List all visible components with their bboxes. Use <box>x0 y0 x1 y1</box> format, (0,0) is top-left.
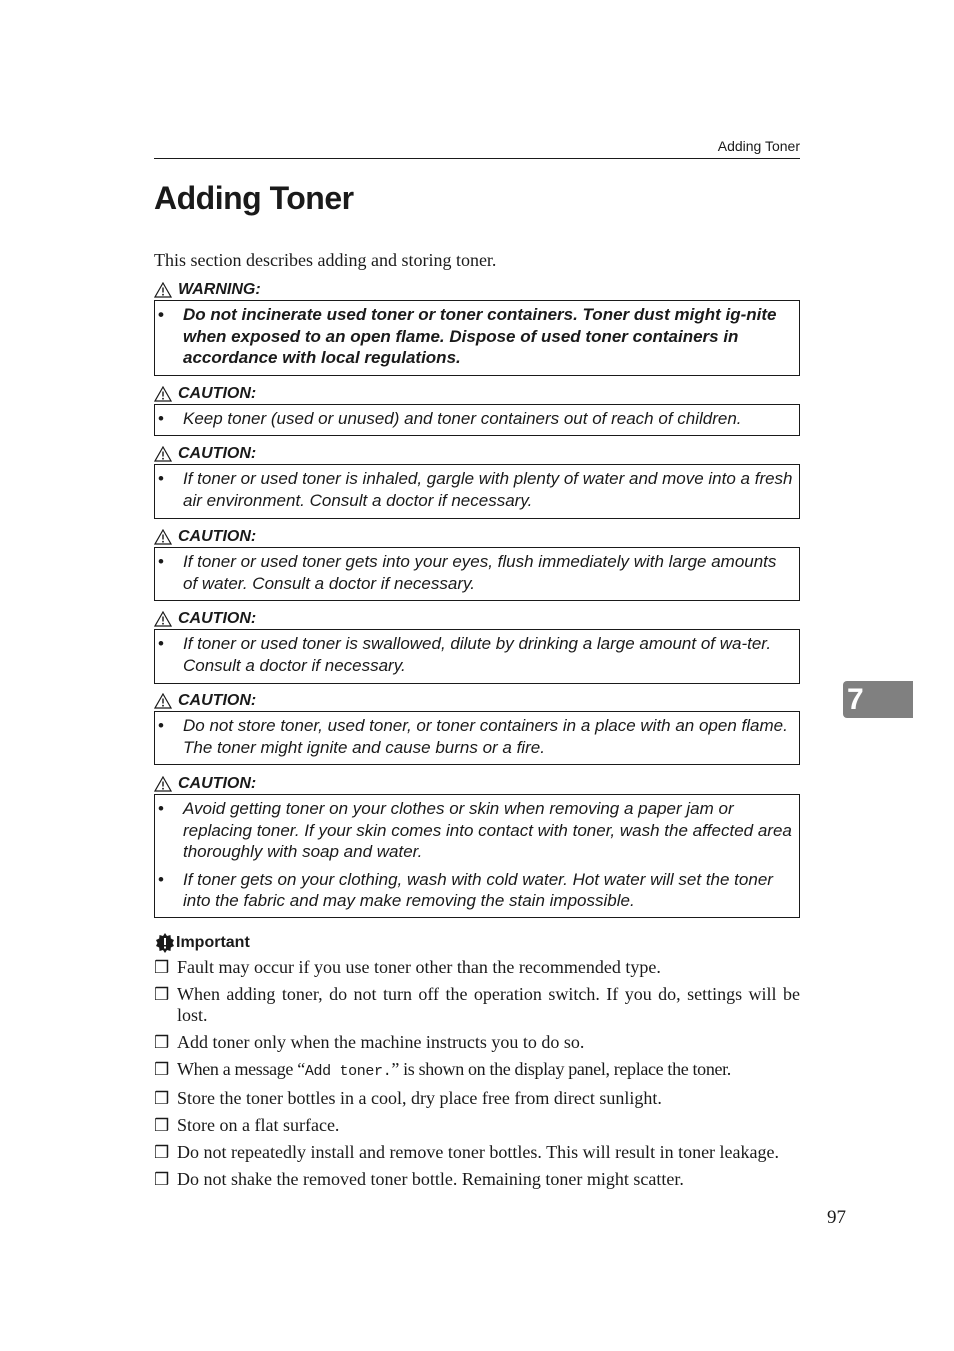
list-item: • If toner or used toner is swallowed, dilute by drinking a large amount of wa-ter. Consult a doctor if necessary. <box>158 634 772 675</box>
notice-box <box>154 711 800 765</box>
list-item: ❒ Store the toner bottles in a cool, dry place free from direct sunlight. <box>154 1088 662 1108</box>
checkbox-icon: ❒ <box>154 1170 170 1189</box>
checkbox-icon: ❒ <box>154 1143 170 1162</box>
list-item: ❒ Fault may occur if you use toner other than the recommended type. <box>154 957 661 977</box>
notice-box <box>154 464 800 519</box>
list-item: • Avoid getting toner on your clothes or skin when removing a paper jam or replacing toner. If your skin comes into contact with toner, wash the affected area thoroughly with soap and water. <box>158 799 792 861</box>
notice-box <box>154 404 800 436</box>
checkbox-icon: ❒ <box>154 1033 170 1052</box>
caution-triangle-icon <box>154 693 172 709</box>
caution-triangle-icon <box>154 611 172 627</box>
notice-label: CAUTION: <box>178 445 257 462</box>
intro-text: This section describes adding and storing toner. <box>154 250 497 270</box>
notice-box <box>154 794 800 918</box>
list-item: • If toner or used toner is inhaled, gargle with plenty of water and move into a fresh air environment. Consult a doctor if necessary. <box>158 469 793 510</box>
notice-box <box>154 300 800 376</box>
list-item: • If toner gets on your clothing, wash with cold water. Hot water will set the toner into the fabric and may make removing the stain impossible. <box>158 869 773 910</box>
header-rule <box>154 158 800 159</box>
important-heading <box>154 932 250 954</box>
list-item: ❒ Store on a flat surface. <box>154 1115 340 1135</box>
list-item: ❒ When a message “Add toner.” is shown on the display panel, replace the toner. <box>154 1059 731 1080</box>
checkbox-icon: ❒ <box>154 958 170 977</box>
notice-box <box>154 629 800 684</box>
list-item: ❒ Do not shake the removed toner bottle. Remaining toner might scatter. <box>154 1169 684 1189</box>
warning-notice <box>154 279 800 376</box>
notice-label: CAUTION: <box>178 385 257 402</box>
important-list <box>154 957 800 1196</box>
checkbox-icon: ❒ <box>154 1116 170 1135</box>
list-item: • Keep toner (used or unused) and toner containers out of reach of children. <box>158 409 742 428</box>
caution-triangle-icon <box>154 529 172 545</box>
notice-label: CAUTION: <box>178 610 257 627</box>
checkbox-icon: ❒ <box>154 1089 170 1108</box>
list-item: ❒ When adding toner, do not turn off the operation switch. If you do, settings will be lost. <box>154 984 800 1025</box>
page-number: 97 <box>827 1207 846 1228</box>
notice-label: CAUTION: <box>178 528 257 545</box>
page-title: Adding Toner <box>154 180 354 216</box>
caution-notice <box>154 608 800 684</box>
caution-notice <box>154 773 800 918</box>
chapter-tab: 7 <box>843 681 913 718</box>
caution-notice <box>154 690 800 765</box>
list-item: • Do not incinerate used toner or toner containers. Toner dust might ig-nite when exposed to an open flame. Dispose of used toner containers in accordance with local regulations. <box>158 305 777 367</box>
list-item: ❒ Do not repeatedly install and remove toner bottles. This will result in toner leakage. <box>154 1142 780 1162</box>
caution-notice <box>154 526 800 601</box>
caution-notice <box>154 383 800 436</box>
running-header: Adding Toner <box>717 138 800 154</box>
caution-triangle-icon <box>154 446 172 462</box>
checkbox-icon: ❒ <box>154 985 170 1004</box>
important-label: Important <box>176 934 250 951</box>
checkbox-icon: ❒ <box>154 1060 170 1079</box>
notice-label: WARNING: <box>178 281 261 298</box>
caution-triangle-icon <box>154 776 172 792</box>
list-item: • Do not store toner, used toner, or toner containers in a place with an open flame. The toner might ignite and cause burns or a fire. <box>158 716 788 757</box>
notice-box <box>154 547 800 601</box>
display-message: Add toner. <box>304 1063 392 1080</box>
caution-notice <box>154 443 800 519</box>
list-item: • If toner or used toner gets into your eyes, flush immediately with large amounts of water. Consult a doctor if necessary. <box>158 552 777 593</box>
notice-label: CAUTION: <box>178 775 257 792</box>
notice-label: CAUTION: <box>178 692 257 709</box>
warning-triangle-icon <box>154 282 172 298</box>
important-icon <box>154 932 176 954</box>
list-item: ❒ Add toner only when the machine instructs you to do so. <box>154 1032 585 1052</box>
caution-triangle-icon <box>154 386 172 402</box>
